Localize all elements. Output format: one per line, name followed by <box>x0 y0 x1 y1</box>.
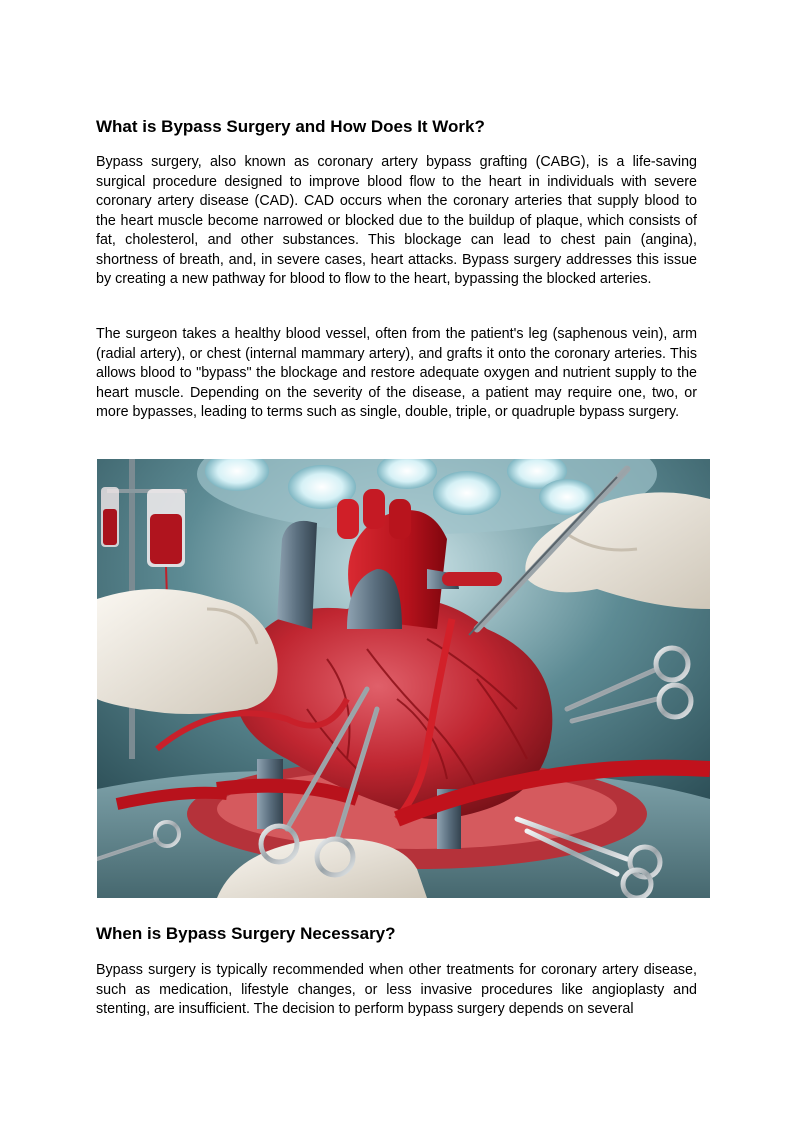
bypass-surgery-illustration <box>97 459 710 898</box>
paragraph-intro: Bypass surgery, also known as coronary artery bypass grafting (CABG), is a life-saving surgical procedure designed to improve blood flow to the heart in individuals with severe coronary artery disease (CAD). CAD occurs when the coronary arteries that supply blood to the heart muscle become narrowed or blocked due to the buildup of plaque, which consists of fat, cholesterol, and other substances. This blockage can lead to chest pain (angina), shortness of breath, and, in severe cases, heart attacks. Bypass surgery addresses this issue by creating a new pathway for blood to flow to the heart, bypassing the blocked arteries. <box>96 154 697 287</box>
section-heading-what-is-bypass: What is Bypass Surgery and How Does It Work? <box>96 117 485 136</box>
section-heading-when-necessary: When is Bypass Surgery Necessary? <box>96 924 396 943</box>
paragraph-when-necessary: Bypass surgery is typically recommended when other treatments for coronary artery disease, such as medication, lifestyle changes, or less invasive procedures like angioplasty and stenting, are insufficient. The decision to perform bypass surgery depends on several <box>96 962 697 1017</box>
paragraph-procedure: The surgeon takes a healthy blood vessel, often from the patient's leg (saphenous vein), arm (radial artery), or chest (internal mammary artery), and grafts it onto the coronary arteries. This allows blood to "bypass" the blockage and restore adequate oxygen and nutrient supply to the heart muscle. Depending on the severity of the disease, a patient may require one, two, or more bypasses, leading to terms such as single, double, triple, or quadruple bypass surgery. <box>96 326 697 420</box>
